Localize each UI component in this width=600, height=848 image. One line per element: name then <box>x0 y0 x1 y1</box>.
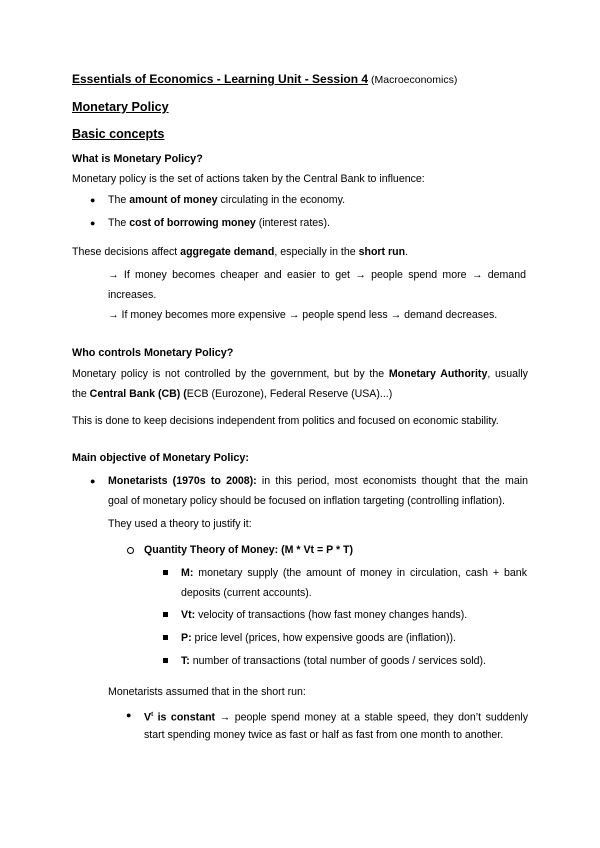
arrow-line-expensive: → If money becomes more expensive → people spend less → demand decreases. <box>108 309 498 321</box>
subsection-title: Basic concepts <box>72 127 165 141</box>
bold-text: cost of borrowing money <box>129 217 256 229</box>
text: Monetary policy is not controlled by the government, but by the <box>72 368 389 380</box>
list-item-monetarists <box>108 474 528 488</box>
text: velocity of transactions (how fast money changes hands). <box>195 609 468 621</box>
bold-text: short run <box>358 246 406 258</box>
bullet-icon: ● <box>90 195 96 205</box>
text: price level (prices, how expensive goods are (inflation)). <box>191 632 456 644</box>
bold-text: V <box>144 711 152 724</box>
paragraph-central-bank <box>72 387 392 401</box>
definition-vt <box>181 608 467 622</box>
arrow-line-cheaper: → If money becomes cheaper and easier to get → people spend more → demand <box>108 269 526 281</box>
heading-main-objective: Main objective of Monetary Policy: <box>72 452 249 464</box>
square-bullet-icon <box>163 612 168 617</box>
circle-bullet-icon <box>127 547 134 554</box>
bullet-icon: ● <box>90 218 96 228</box>
paragraph-independence: This is done to keep decisions independent from politics and focused on economic stability. <box>72 415 499 427</box>
document-title-main: Essentials of Economics - Learning Unit - Session 4 <box>72 72 369 86</box>
definition-p <box>181 631 456 645</box>
bold-text: Quantity Theory of Money: (M * Vt = P * T) <box>144 544 354 556</box>
definition-m-cont: deposits (current accounts). <box>181 587 312 599</box>
bold-text: Central Bank (CB) ( <box>89 388 187 400</box>
monetarists-assumed: Monetarists assumed that in the short run: <box>108 686 306 698</box>
arrow-line-cheaper-cont: increases. <box>108 289 157 301</box>
list-item-velocity-constant <box>144 708 528 725</box>
bold-text: Monetary Authority <box>388 368 488 380</box>
bold-text: amount of money <box>129 194 218 206</box>
definition-m <box>181 566 527 580</box>
heading-what-is: What is Monetary Policy? <box>72 153 203 165</box>
square-bullet-icon <box>163 658 168 663</box>
square-bullet-icon <box>163 570 168 575</box>
text: The <box>108 217 130 229</box>
text: in this period, most economists thought that the main <box>256 475 528 487</box>
bold-text: P: <box>181 632 192 644</box>
document-title <box>72 72 457 87</box>
list-item-amount-of-money <box>108 193 345 207</box>
bullet-icon: ● <box>90 476 96 486</box>
text: (interest rates). <box>255 217 330 229</box>
paragraph-monetary-authority <box>72 367 528 381</box>
list-item-cost-of-borrowing <box>108 216 330 230</box>
text: circulating in the economy. <box>217 194 346 206</box>
monetarists-goal: goal of monetary policy should be focused on inflation targeting (controlling inflation). <box>108 495 505 507</box>
definition-t <box>181 654 486 668</box>
text: , especially in the <box>274 246 359 258</box>
text: ECB (Eurozone), Federal Reserve (USA)...) <box>186 388 393 400</box>
bold-text: Monetarists (1970s to 2008): <box>108 475 257 487</box>
paragraph-effect <box>72 245 408 259</box>
bold-text: T: <box>181 655 190 667</box>
subscript-text: t <box>151 712 154 718</box>
bold-text: M: <box>181 567 194 579</box>
quantity-theory-heading <box>144 543 353 557</box>
bold-text: Vt: <box>181 609 196 621</box>
heading-who-controls: Who controls Monetary Policy? <box>72 347 234 359</box>
monetarists-theory: They used a theory to justify it: <box>108 518 252 530</box>
square-bullet-icon <box>163 635 168 640</box>
text: number of transactions (total number of goods / services sold). <box>189 655 487 667</box>
document-title-note: (Macroeconomics) <box>368 74 458 86</box>
bold-text: aggregate demand <box>180 246 275 258</box>
text: . <box>405 246 409 258</box>
paragraph-intro: Monetary policy is the set of actions taken by the Central Bank to influence: <box>72 173 425 185</box>
text: , usually <box>487 368 528 380</box>
text: The <box>108 194 130 206</box>
velocity-constant-cont: start spending money twice as fast or half as fast from one month to another. <box>144 729 504 741</box>
text: These decisions affect <box>72 246 181 258</box>
section-title: Monetary Policy <box>72 100 169 114</box>
bold-text: is constant <box>153 711 216 724</box>
text: the <box>72 388 90 400</box>
text: monetary supply (the amount of money in circulation, cash + bank <box>193 567 527 579</box>
bullet-icon: ● <box>126 710 132 720</box>
text: → people spend money at a stable speed, they don’t suddenly <box>215 711 528 724</box>
